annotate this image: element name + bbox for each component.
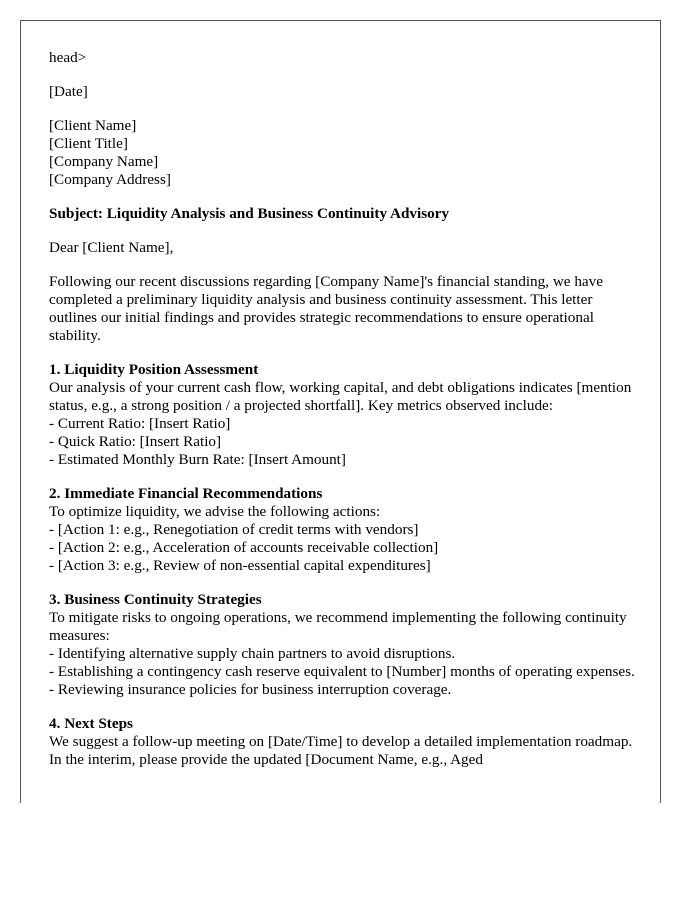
section-heading: 2. Immediate Financial Recommendations — [49, 485, 323, 502]
list-item: - Quick Ratio: [Insert Ratio] — [49, 433, 222, 450]
section-next-steps — [49, 715, 639, 769]
head-fragment: head> — [49, 49, 87, 66]
list-item: - Estimated Monthly Burn Rate: [Insert Amount] — [49, 451, 346, 468]
intro-paragraph: Following our recent discussions regarding [Company Name]'s financial standing, we have completed a preliminary liquidity analysis and business continuity assessment. This letter outlines our initial findings and provides strategic recommendations to ensure operational stability. — [49, 273, 603, 344]
list-item: - Identifying alternative supply chain partners to avoid disruptions. — [49, 645, 456, 662]
list-item: - Reviewing insurance policies for business interruption coverage. — [49, 681, 452, 698]
letter-date: [Date] — [49, 83, 88, 100]
list-item: - [Action 2: e.g., Acceleration of accounts receivable collection] — [49, 539, 439, 556]
letter-page — [20, 20, 661, 803]
section-intro: To mitigate risks to ongoing operations, we recommend implementing the following continuity measures: — [49, 609, 627, 644]
section-heading: 3. Business Continuity Strategies — [49, 591, 262, 608]
client-title-line: [Client Title] — [49, 135, 128, 152]
list-item: - Current Ratio: [Insert Ratio] — [49, 415, 231, 432]
section-heading: 4. Next Steps — [49, 715, 133, 732]
company-name-line: [Company Name] — [49, 153, 159, 170]
subject-line: Subject: Liquidity Analysis and Business Continuity Advisory — [49, 205, 450, 222]
section-financial-recommendations — [49, 485, 639, 575]
list-item: - [Action 3: e.g., Review of non-essential capital expenditures] — [49, 557, 431, 574]
client-name-line: [Client Name] — [49, 117, 137, 134]
section-continuity-strategies — [49, 591, 639, 699]
section-heading: 1. Liquidity Position Assessment — [49, 361, 259, 378]
section-intro: To optimize liquidity, we advise the following actions: — [49, 503, 381, 520]
section-intro: Our analysis of your current cash flow, working capital, and debt obligations indicates [mention status, e.g., a strong position / a projected shortfall]. Key metrics observed include: — [49, 379, 632, 414]
salutation: Dear [Client Name], — [49, 239, 174, 256]
address-block — [49, 117, 639, 189]
section-liquidity-assessment — [49, 361, 639, 469]
letter-content — [49, 49, 639, 785]
section-intro: We suggest a follow-up meeting on [Date/Time] to develop a detailed implementation roadmap. In the interim, please provide the updated [Document Name, e.g., Aged — [49, 733, 633, 768]
company-address-line: [Company Address] — [49, 171, 171, 188]
list-item: - Establishing a contingency cash reserve equivalent to [Number] months of operating expenses. — [49, 663, 635, 680]
list-item: - [Action 1: e.g., Renegotiation of credit terms with vendors] — [49, 521, 419, 538]
